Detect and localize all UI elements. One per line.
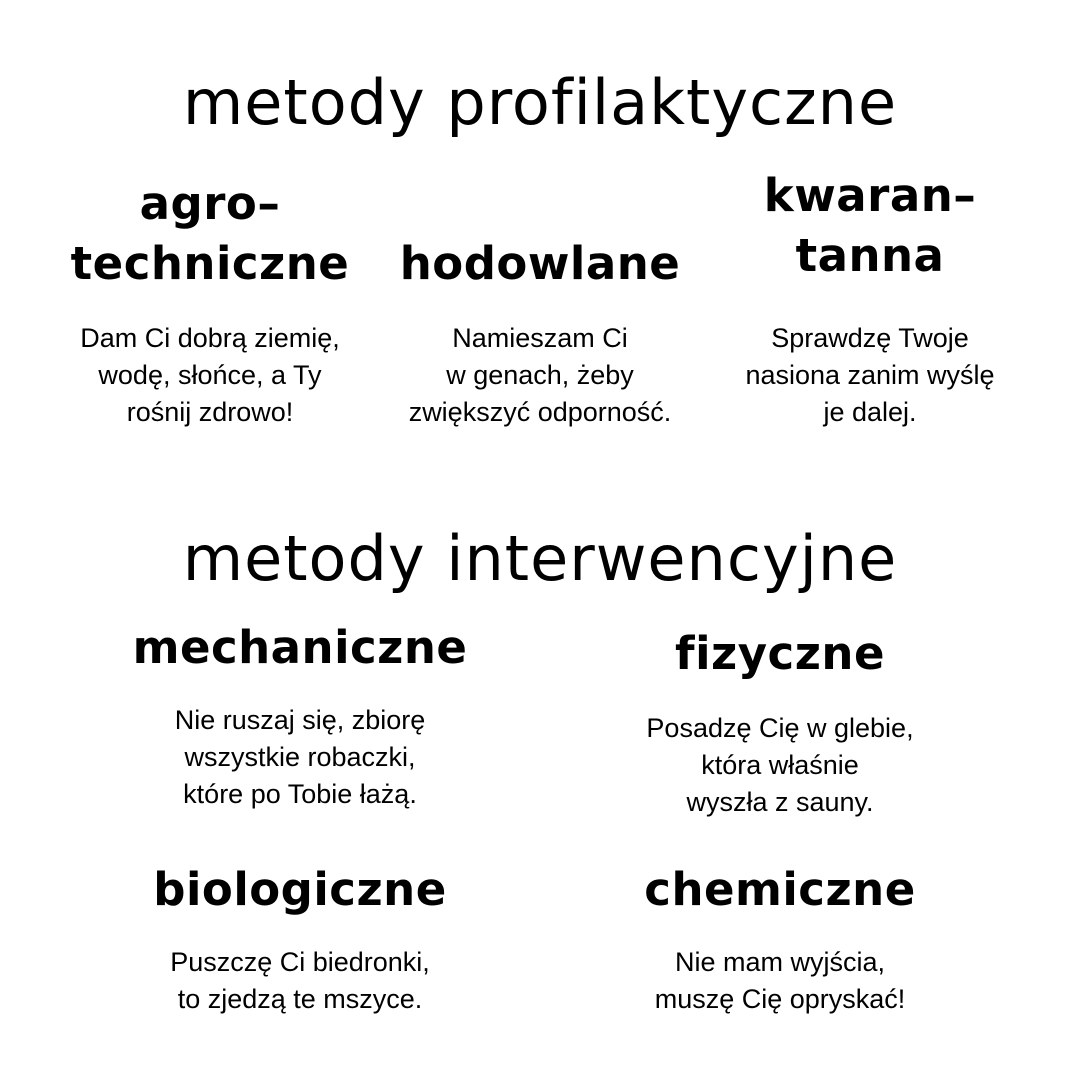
method-title-biologiczne: biologiczne (153, 863, 447, 916)
method-description-agrotechniczne: Dam Ci dobrą ziemię, wodę, słońce, a Ty rośnij zdrowo! (80, 323, 340, 427)
method-card-biologiczne (120, 860, 480, 1018)
method-title-agrotechniczne: agro– techniczne (70, 177, 350, 290)
method-description-hodowlane: Namieszam Ci w genach, żeby zwiększyć odporność. (408, 323, 672, 427)
method-description-chemiczne: Nie mam wyjścia, muszę Cię opryskać! (654, 947, 906, 1014)
method-card-chemiczne (600, 860, 960, 1018)
method-card-fizyczne (600, 624, 960, 821)
method-title-hodowlane: hodowlane (399, 237, 681, 290)
prophylactic-section-title: metody profilaktyczne (182, 66, 898, 139)
method-description-fizyczne: Posadzę Cię w glebie, która właśnie wyszła z sauny. (646, 713, 914, 817)
method-description-biologiczne: Puszczę Ci biedronki, to zjedzą te mszyce. (170, 947, 430, 1014)
method-card-agrotechniczne (40, 174, 380, 431)
interventional-section-title: metody interwencyjne (182, 522, 898, 595)
method-card-mechaniczne (120, 618, 480, 813)
method-title-kwarantanna: kwaran– tanna (763, 169, 977, 282)
method-description-kwarantanna: Sprawdzę Twoje nasiona zanim wyślę je dalej. (745, 323, 995, 427)
method-description-mechaniczne: Nie ruszaj się, zbiorę wszystkie robaczki, które po Tobie łażą. (174, 705, 426, 809)
method-title-fizyczne: fizyczne (675, 627, 885, 680)
method-title-mechaniczne: mechaniczne (132, 621, 468, 674)
method-card-kwarantanna (710, 166, 1030, 431)
method-card-hodowlane (380, 174, 700, 431)
method-title-chemiczne: chemiczne (644, 863, 916, 916)
